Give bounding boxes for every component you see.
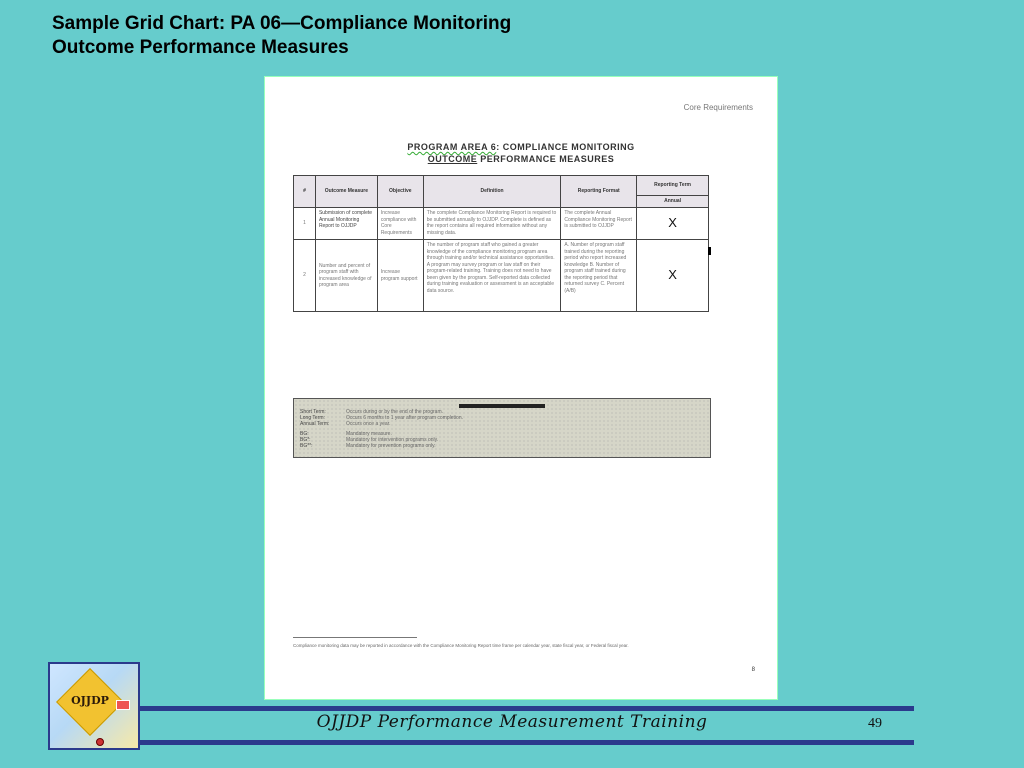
table-row	[294, 240, 709, 312]
notes-box	[293, 398, 711, 458]
note-key: Annual Term:	[300, 420, 330, 427]
outcome-measures-table	[293, 175, 709, 312]
header-definition: Definition	[423, 176, 561, 208]
row1-definition: The complete Compliance Monitoring Report is required to be submitted annually to OJJDP. Complete is defined as the report contains all required information without any missing data.	[423, 208, 561, 240]
ojjdp-logo	[48, 662, 140, 750]
heading-performance: PERFORMANCE MEASURES	[477, 154, 615, 164]
row2-num: 2	[294, 240, 316, 312]
note-key: BG**:	[300, 442, 313, 449]
note-key: BG*:	[300, 437, 311, 444]
table-header-row	[294, 176, 709, 196]
row2-definition: The number of program staff who gained a greater knowledge of the compliance monitoring program area through training and/or technical assistance opportunities. A program may survey program or law staff on their program-related training. Training does not need to have been given by the program. Self-reported data collected during training evaluation or assessment is an acceptable data source.	[423, 240, 561, 312]
note-key: BG:	[300, 431, 309, 438]
row1-annual-mark: X	[637, 208, 709, 240]
note-value: Mandatory for intervention programs only.	[346, 437, 439, 444]
table-end-mark	[708, 247, 711, 255]
seal-icon	[96, 738, 104, 746]
document-heading-line2	[265, 153, 777, 165]
footer-title: OJJDP Performance Measurement Training	[316, 712, 708, 732]
header-objective: Objective	[377, 176, 423, 208]
heading-program-area: PROGRAM AREA 6	[407, 142, 497, 152]
flag-icon	[116, 700, 130, 710]
slide-title-line2: Outcome Performance Measures	[52, 37, 349, 58]
heading-outcome: OUTCOME	[427, 154, 478, 164]
document-page-number: 8	[751, 667, 755, 673]
document-heading-line1	[265, 141, 777, 153]
row2-objective: Increase program support	[377, 240, 423, 312]
note-key: Long Term:	[300, 414, 325, 421]
row1-num: 1	[294, 208, 316, 240]
header-annual: Annual	[637, 196, 709, 208]
list-item	[300, 444, 704, 450]
note-value: Occurs 6 months to 1 year after program completion.	[346, 414, 463, 421]
header-reporting-term: Reporting Term	[637, 176, 709, 196]
slide-number: 49	[868, 716, 882, 731]
note-value: Mandatory measure.	[346, 431, 392, 438]
core-requirements-label: Core Requirements	[683, 103, 753, 112]
note-value: Mandatory for prevention programs only.	[346, 442, 436, 449]
footer-rule-top	[140, 706, 914, 711]
row1-format: The complete Annual Compliance Monitoring Report is submitted to OJJDP	[561, 208, 637, 240]
footer-rule-bottom	[140, 740, 914, 745]
heading-compliance: : COMPLIANCE MONITORING	[496, 142, 635, 152]
note-key: Short Term:	[300, 409, 326, 415]
logo-text: OJJDP	[71, 694, 109, 707]
slide-title-line1: Sample Grid Chart: PA 06—Compliance Monitoring	[52, 13, 512, 34]
row2-annual-mark: X	[637, 240, 709, 312]
header-reporting-format: Reporting Format	[561, 176, 637, 208]
note-value: Occurs once a year.	[346, 420, 391, 427]
header-outcome-measure: Outcome Measure	[315, 176, 377, 208]
row2-measure: Number and percent of program staff with increased knowledge of program area	[315, 240, 377, 312]
document-page	[264, 76, 778, 700]
row1-measure: Submission of complete Annual Monitoring Report to OJJDP	[315, 208, 377, 240]
notes-title-redaction	[459, 404, 545, 408]
header-num: #	[294, 176, 316, 208]
footnote-divider	[293, 637, 417, 638]
footnote: Compliance monitoring data may be reported in accordance with the Compliance Monitoring Report time frame per calendar year, state fiscal year, or Federal fiscal year.	[293, 643, 629, 648]
slide-title	[52, 12, 511, 60]
table-row	[294, 208, 709, 240]
note-value: Occurs during or by the end of the program.	[346, 409, 443, 415]
row2-format: A. Number of program staff trained during the reporting period who report increased knowledge B. Number of program staff trained during the reporting period that returned survey C. Percent (A/B)	[561, 240, 637, 312]
document-heading	[265, 141, 777, 165]
row1-objective: Increase compliance with Core Requirements	[377, 208, 423, 240]
